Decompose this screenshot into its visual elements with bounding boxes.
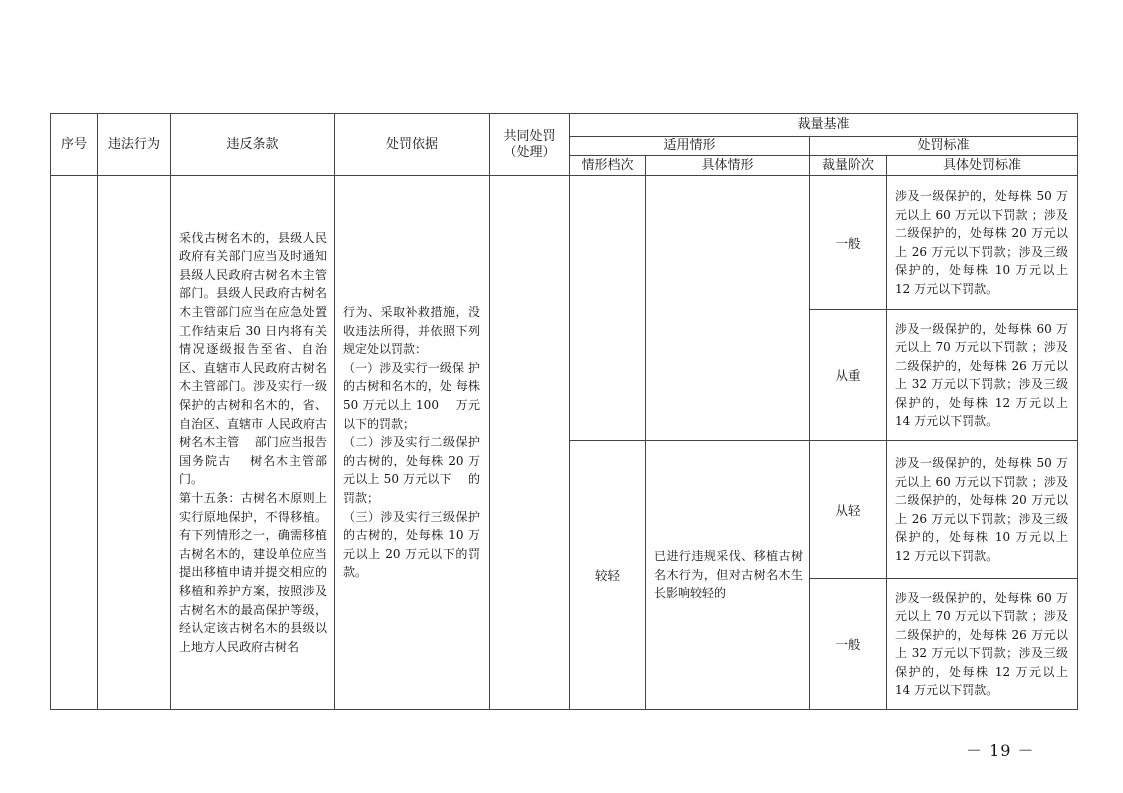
basis-line: （一）涉及实行一级保 护的古树和名木的，处 每株 50 万元以上 100 万元以下的罚款； [343,360,484,431]
header-benchmark: 裁量基准 [570,114,1078,137]
cell-standard [887,579,1078,710]
header-specific: 具体处罚标准 [887,156,1078,176]
header-level: 情形档次 [570,156,646,176]
header-seq: 序号 [51,114,98,176]
cell-standard [887,310,1078,441]
header-clause: 违反条款 [171,114,335,176]
header-standard: 处罚标准 [810,137,1078,156]
header-common-text: 共同处罚（处理） [503,128,556,160]
clause-paragraph: 第十五条：古树名木原则上实行原地保护，不得移植。有下列情形之一，确需移植古树名木的，建设单位应当提出移植申请并提交相应的移植和养护方案，按照涉及古树名木的最高保护等级，经认定该古树名木的县级以上地方人民政府古树名 [179,490,327,654]
cell-violation [98,176,171,710]
cell-standard [887,441,1078,579]
cell-common-penalty [490,176,570,710]
standard-text: 涉及一级保护的，处每株 50 万元以上 60 万元以下罚款 ；涉及二级保护的，处每株 20 万元以上 26 万元以下罚款；涉及三级保护的，处每株 10 万元以上 12 万元以下罚款。 [895,189,1069,296]
basis-line: （二）涉及实行二级保护的古树的，处每株 20 万元以上 50 万元以下 的罚款； [343,435,480,505]
cell-violated-clause [171,176,335,710]
cell-stage: 一般 [810,176,887,310]
standard-text: 涉及一级保护的，处每株 60 万元以上 70 万元以下罚款 ；涉及二级保护的，处每株 26 万元以上 32 万元以下罚款；涉及三级保护的，处每株 12 万元以上 14 万元以下罚款。 [895,590,1069,697]
cell-stage: 从重 [810,310,887,441]
cell-detail-first [646,176,810,441]
penalty-benchmark-table [50,113,1078,710]
cell-penalty-basis [335,176,490,710]
standard-text: 涉及一级保护的，处每株 60 万元以上 70 万元以下罚款 ；涉及二级保护的，处每株 26 万元以上 32 万元以下罚款；涉及三级保护的，处每株 12 万元以上 14 万元以下罚款。 [895,321,1069,428]
header-common-penalty [490,114,570,176]
header-applicable: 适用情形 [570,137,810,156]
page-number: － 19 － [966,741,1035,760]
cell-standard [887,176,1078,310]
header-detail: 具体情形 [646,156,810,176]
cell-detail-light [646,441,810,710]
basis-line: （三）涉及实行三级保护的古树的，处每株 10 万元以上 20 万元以下的罚款。 [343,509,480,580]
cell-level-light: 较轻 [570,441,646,710]
detail-text: 已进行违规采伐、移植古树名木行为，但对古树名木生长影响较轻的 [654,549,803,601]
clause-paragraph: 采伐古树名木的，县级人民政府有关部门应当及时通知县级人民政府古树名木主管部门。县级人民政府古树名木主管部门应当在应急处置工作结束后 30 日内将有关情况逐级报告至省、自治区、直辖市人民政府古树名木主管部门。涉及实行一级保护的古树和名木的，省、自治区、直辖市 人民政府古树名木主管 部门应当报告国务院古 树名木主管部门。 [179,230,327,487]
header-stage: 裁量阶次 [810,156,887,176]
cell-stage: 一般 [810,579,887,710]
standard-text: 涉及一级保护的，处每株 50 万元以上 60 万元以下罚款 ；涉及二级保护的，处每株 20 万元以上 26 万元以下罚款；涉及三级保护的，处每株 10 万元以上 12 万元以下罚款。 [895,456,1069,563]
cell-seq [51,176,98,710]
basis-line: 行为、采取补救措施，没收违法所得，并依照下列规定处以罚款： [343,305,480,357]
cell-level-first [570,176,646,441]
header-basis: 处罚依据 [335,114,490,176]
header-violation: 违法行为 [98,114,171,176]
cell-stage: 从轻 [810,441,887,579]
